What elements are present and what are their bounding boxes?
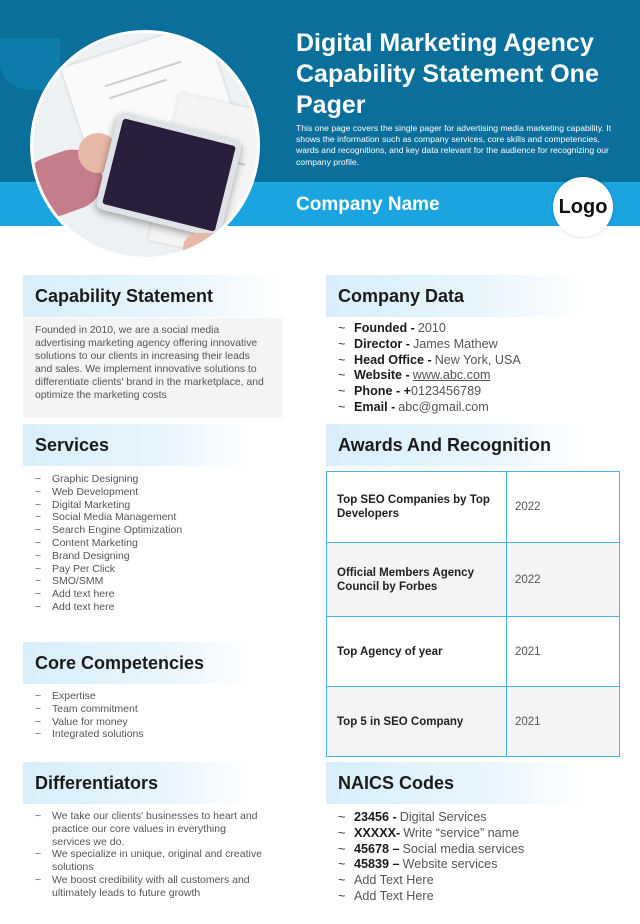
page-title: Digital Marketing Agency Capability Statement One Pager <box>296 29 599 119</box>
naics-item: ~ XXXXX- Write “service” name <box>338 825 520 840</box>
company-name: Company Name <box>296 194 440 215</box>
company-data-item: ~ Website - www.abc.com <box>338 368 491 383</box>
list-item: ~ Team commitment <box>35 702 138 715</box>
list-item: ~ Content Marketing <box>35 536 138 549</box>
list-item: ~ We boost credibility with all customers and ultimately leads to future growth <box>35 873 250 899</box>
list-item: ~ Pay Per Click <box>35 562 116 575</box>
naics-item: ~ 23456 - Digital Services <box>338 810 487 824</box>
award-year: 2022 <box>507 543 620 617</box>
list-item: ~ Value for money <box>35 715 128 728</box>
naics-item: ~ Add Text Here <box>338 873 434 888</box>
list-item: ~ Social Media Management <box>35 511 177 524</box>
naics-list <box>338 810 608 905</box>
list-item: ~ Graphic Designing <box>35 473 139 485</box>
award-name: Top SEO Companies by Top Developers <box>327 472 507 543</box>
awards-table <box>326 471 620 757</box>
company-data-item: ~ Founded - 2010 <box>338 321 446 335</box>
services-list <box>35 473 275 614</box>
list-item: ~ Brand Designing <box>35 549 130 562</box>
list-item: ~ Web Development <box>35 485 139 498</box>
company-data-list <box>338 321 608 416</box>
award-year: 2021 <box>507 687 620 757</box>
services-heading: Services <box>23 424 253 466</box>
naics-heading: NAICS Codes <box>326 762 588 804</box>
list-item: ~ Add text here <box>35 600 115 613</box>
capability-heading: Capability Statement <box>23 275 282 317</box>
list-item: ~ Search Engine Optimization <box>35 524 183 537</box>
differentiators-list <box>35 810 267 900</box>
naics-item: ~ 45678 – Social media services <box>338 841 525 856</box>
award-name: Top 5 in SEO Company <box>327 687 507 757</box>
page-subtitle: This one page covers the single pager for advertising media marketing capability. It shows the information such as company services, core skills and competencies, wards and recognitions, and key data relevant for the audience for recognizing our company profile. <box>296 123 612 167</box>
capability-text: Founded in 2010, we are a social media advertising marketing agency offering innovative solutions to our clients in increasing their leads and sales. We implement innovative solutions to differentiate clients' brand in the marketplace, and optimize the marketing costs <box>23 318 282 418</box>
list-item: ~ Integrated solutions <box>35 728 144 741</box>
list-item: ~ Digital Marketing <box>35 498 131 511</box>
differentiators-heading: Differentiators <box>23 762 253 804</box>
list-item: ~ SMO/SMM <box>35 575 104 588</box>
award-name: Top Agency of year <box>327 617 507 687</box>
company-data-item: ~ Email - abc@gmail.com <box>338 399 489 414</box>
hero-photo <box>30 30 260 260</box>
list-item: ~ We specialize in unique, original and creative solutions <box>35 848 262 874</box>
list-item: ~ Expertise <box>35 690 96 702</box>
naics-item: ~ Add Text Here <box>338 888 434 903</box>
website-link[interactable]: www.abc.com <box>412 368 491 383</box>
naics-item: ~ 45839 – Website services <box>338 857 498 872</box>
list-item: ~ We take our clients' businesses to heart and practice our core values in everything services we do. <box>35 810 258 848</box>
table-row <box>327 687 620 757</box>
company-data-item: ~ Phone - + 0123456789 <box>338 384 482 399</box>
award-year: 2022 <box>507 472 620 543</box>
award-year: 2021 <box>507 617 620 687</box>
core-heading: Core Competencies <box>23 642 253 684</box>
table-row <box>327 543 620 617</box>
awards-heading: Awards And Recognition <box>326 424 588 466</box>
company-data-item: ~ Director - James Mathew <box>338 336 498 351</box>
award-name: Official Members Agency Council by Forbes <box>327 543 507 617</box>
core-list <box>35 690 275 741</box>
table-row <box>327 617 620 687</box>
table-row <box>327 472 620 543</box>
logo-placeholder: Logo <box>553 177 613 237</box>
list-item: ~ Add text here <box>35 588 115 601</box>
company-data-item: ~ Head Office - New York, USA <box>338 352 521 367</box>
company-data-heading: Company Data <box>326 275 584 317</box>
